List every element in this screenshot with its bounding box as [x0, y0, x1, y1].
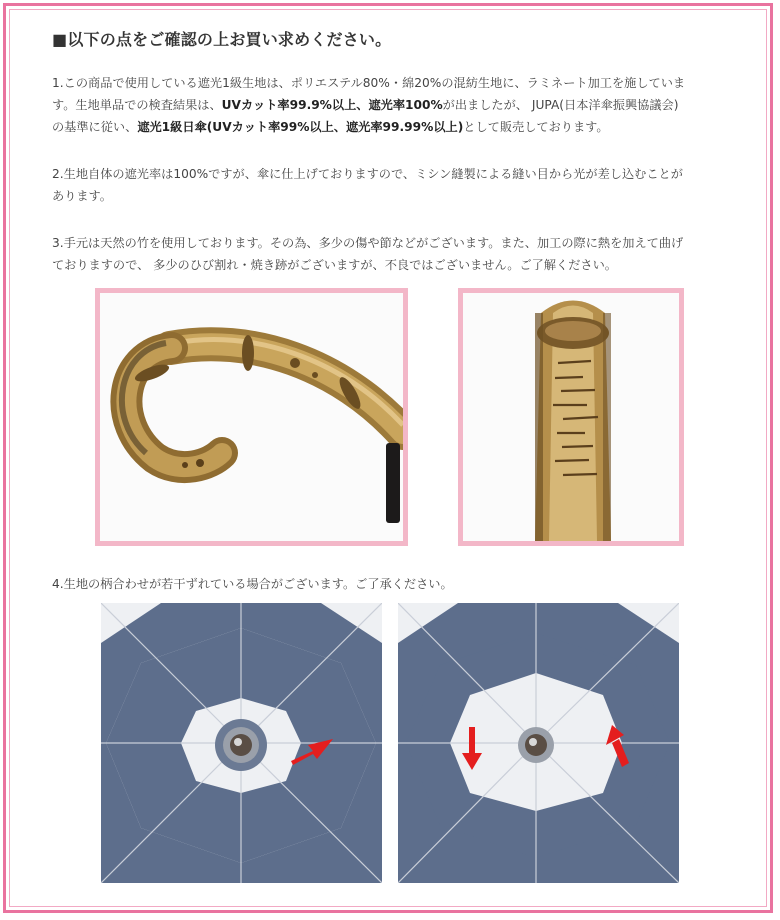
- umbrella-canopy-image: [101, 603, 382, 883]
- page-heading: ■以下の点をご確認の上お買い求めください。: [52, 30, 392, 49]
- note-3: [52, 232, 732, 276]
- note-1-text: 1.この商品で使用している遮光1級生地は、ポリエステル80%・綿20%の混紡生地に、ラミネート加工を施していま: [52, 76, 686, 90]
- bamboo-handle-top-image: [463, 293, 679, 541]
- note-4-line: 4.生地の柄合わせが若干ずれている場合がございます。ご了承ください。: [52, 577, 453, 591]
- canopy-photo-a: [101, 603, 382, 883]
- note-2-line: あります。: [52, 189, 112, 203]
- bamboo-handle-curved-image: [100, 293, 403, 541]
- note-2: [52, 163, 732, 207]
- note-2-line: 2.生地自体の遮光率は100%ですが、傘に仕上げておりますので、ミシン縫製による縫い目から光が差し込むことが: [52, 167, 683, 181]
- note-3-line: 3.手元は天然の竹を使用しております。その為、多少の傷や節などがございます。また、加工の際に熱を加えて曲げ: [52, 236, 684, 250]
- note-4: [52, 573, 732, 595]
- note-1-text: の基準に従い、: [52, 120, 138, 134]
- note-1-text: す。生地単品での検査結果は、: [52, 98, 222, 112]
- canopy-photo-b: [398, 603, 679, 883]
- umbrella-canopy-misaligned-image: [398, 603, 679, 883]
- note-1-bold: 遮光1級日傘(UVカット率99%以上、遮光率99.99%以上): [137, 120, 464, 134]
- note-1: [52, 72, 732, 138]
- handle-top-photo: [458, 288, 684, 546]
- note-1-text: が出ましたが、 JUPA(日本洋傘振興協議会): [442, 98, 679, 112]
- handle-side-photo: [95, 288, 408, 546]
- note-1-bold: UVカット率99.9%以上、遮光率100%: [221, 98, 443, 112]
- note-3-line: ておりますので、 多少のひび割れ・焼き跡がございますが、不良ではございません。ご了解ください。: [52, 258, 617, 272]
- note-1-text: として販売しております。: [463, 120, 609, 134]
